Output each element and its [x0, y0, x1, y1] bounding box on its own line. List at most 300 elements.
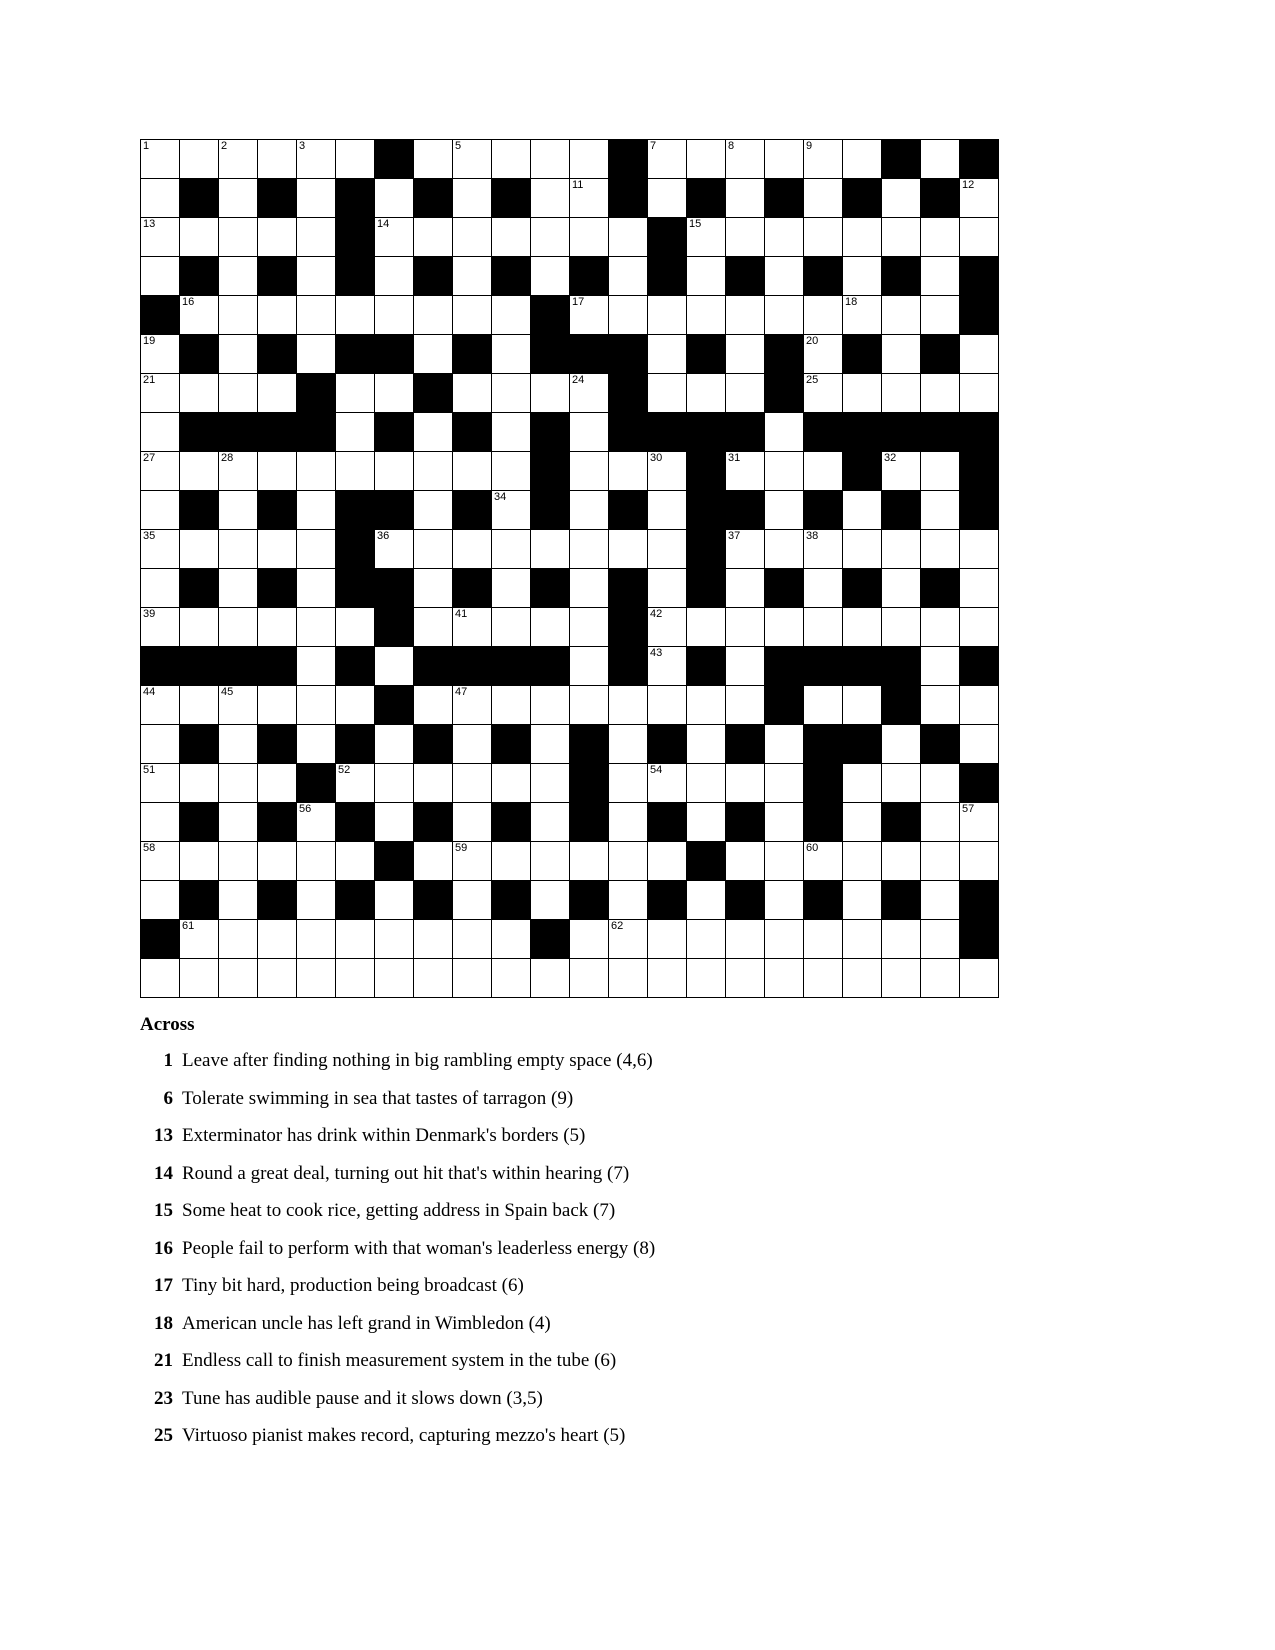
- grid-cell[interactable]: [414, 959, 453, 998]
- grid-cell[interactable]: [219, 803, 258, 842]
- grid-cell[interactable]: [219, 764, 258, 803]
- grid-cell[interactable]: [453, 803, 492, 842]
- grid-cell[interactable]: [492, 374, 531, 413]
- grid-cell[interactable]: [648, 959, 687, 998]
- clue-item[interactable]: [140, 1163, 1040, 1185]
- grid-cell[interactable]: [219, 140, 258, 179]
- grid-cell[interactable]: [609, 725, 648, 764]
- grid-cell[interactable]: [414, 608, 453, 647]
- grid-cell[interactable]: [258, 374, 297, 413]
- grid-cell[interactable]: [570, 920, 609, 959]
- grid-cell[interactable]: [726, 296, 765, 335]
- grid-cell[interactable]: [258, 296, 297, 335]
- grid-cell[interactable]: [570, 842, 609, 881]
- grid-cell[interactable]: [414, 218, 453, 257]
- crossword-table[interactable]: [140, 139, 999, 998]
- grid-cell[interactable]: [765, 296, 804, 335]
- grid-cell[interactable]: [297, 881, 336, 920]
- grid-cell[interactable]: [882, 920, 921, 959]
- grid-cell[interactable]: [492, 452, 531, 491]
- grid-cell[interactable]: [882, 218, 921, 257]
- grid-cell[interactable]: [570, 218, 609, 257]
- grid-cell[interactable]: [882, 608, 921, 647]
- grid-cell[interactable]: [297, 140, 336, 179]
- grid-cell[interactable]: [648, 842, 687, 881]
- grid-cell[interactable]: [843, 218, 882, 257]
- grid-cell[interactable]: [921, 803, 960, 842]
- grid-cell[interactable]: [960, 608, 999, 647]
- grid-cell[interactable]: [765, 764, 804, 803]
- grid-cell[interactable]: [765, 530, 804, 569]
- grid-cell[interactable]: [882, 530, 921, 569]
- grid-cell[interactable]: [375, 296, 414, 335]
- grid-cell[interactable]: [141, 764, 180, 803]
- grid-cell[interactable]: [336, 296, 375, 335]
- grid-cell[interactable]: [570, 608, 609, 647]
- grid-cell[interactable]: [531, 257, 570, 296]
- grid-cell[interactable]: [687, 803, 726, 842]
- grid-cell[interactable]: [648, 374, 687, 413]
- grid-cell[interactable]: [531, 881, 570, 920]
- grid-cell[interactable]: [453, 725, 492, 764]
- grid-cell[interactable]: [297, 608, 336, 647]
- grid-cell[interactable]: [726, 647, 765, 686]
- grid-cell[interactable]: [921, 140, 960, 179]
- grid-cell[interactable]: [960, 686, 999, 725]
- grid-cell[interactable]: [843, 140, 882, 179]
- grid-cell[interactable]: [648, 920, 687, 959]
- grid-cell[interactable]: [843, 374, 882, 413]
- grid-cell[interactable]: [882, 725, 921, 764]
- grid-cell[interactable]: [531, 842, 570, 881]
- grid-cell[interactable]: [297, 569, 336, 608]
- grid-cell[interactable]: [648, 530, 687, 569]
- grid-cell[interactable]: [219, 491, 258, 530]
- grid-cell[interactable]: [180, 842, 219, 881]
- grid-cell[interactable]: [765, 608, 804, 647]
- grid-cell[interactable]: [921, 842, 960, 881]
- grid-cell[interactable]: [219, 374, 258, 413]
- grid-cell[interactable]: [648, 179, 687, 218]
- grid-cell[interactable]: [726, 530, 765, 569]
- grid-cell[interactable]: [492, 569, 531, 608]
- grid-cell[interactable]: [609, 920, 648, 959]
- grid-cell[interactable]: [258, 218, 297, 257]
- grid-cell[interactable]: [375, 452, 414, 491]
- grid-cell[interactable]: [648, 452, 687, 491]
- grid-cell[interactable]: [960, 959, 999, 998]
- grid-cell[interactable]: [609, 803, 648, 842]
- grid-cell[interactable]: [609, 257, 648, 296]
- grid-cell[interactable]: [297, 920, 336, 959]
- grid-cell[interactable]: [531, 608, 570, 647]
- grid-cell[interactable]: [141, 452, 180, 491]
- grid-cell[interactable]: [453, 296, 492, 335]
- grid-cell[interactable]: [180, 374, 219, 413]
- grid-cell[interactable]: [180, 296, 219, 335]
- grid-cell[interactable]: [687, 920, 726, 959]
- grid-cell[interactable]: [141, 140, 180, 179]
- grid-cell[interactable]: [414, 491, 453, 530]
- grid-cell[interactable]: [648, 608, 687, 647]
- grid-cell[interactable]: [453, 374, 492, 413]
- grid-cell[interactable]: [648, 569, 687, 608]
- grid-cell[interactable]: [219, 530, 258, 569]
- grid-cell[interactable]: [570, 452, 609, 491]
- grid-cell[interactable]: [297, 491, 336, 530]
- grid-cell[interactable]: [453, 881, 492, 920]
- grid-cell[interactable]: [687, 257, 726, 296]
- grid-cell[interactable]: [531, 725, 570, 764]
- grid-cell[interactable]: [531, 803, 570, 842]
- grid-cell[interactable]: [882, 296, 921, 335]
- grid-cell[interactable]: [843, 257, 882, 296]
- grid-cell[interactable]: [687, 608, 726, 647]
- grid-cell[interactable]: [375, 725, 414, 764]
- grid-cell[interactable]: [180, 920, 219, 959]
- grid-cell[interactable]: [531, 140, 570, 179]
- grid-cell[interactable]: [843, 920, 882, 959]
- grid-cell[interactable]: [219, 842, 258, 881]
- grid-cell[interactable]: [180, 530, 219, 569]
- grid-cell[interactable]: [921, 959, 960, 998]
- grid-cell[interactable]: [804, 335, 843, 374]
- grid-cell[interactable]: [297, 179, 336, 218]
- grid-cell[interactable]: [921, 608, 960, 647]
- grid-cell[interactable]: [492, 491, 531, 530]
- grid-cell[interactable]: [882, 569, 921, 608]
- grid-cell[interactable]: [921, 452, 960, 491]
- crossword-grid[interactable]: [140, 139, 999, 998]
- grid-cell[interactable]: [687, 881, 726, 920]
- grid-cell[interactable]: [687, 374, 726, 413]
- grid-cell[interactable]: [726, 686, 765, 725]
- grid-cell[interactable]: [219, 686, 258, 725]
- grid-cell[interactable]: [297, 335, 336, 374]
- grid-cell[interactable]: [141, 218, 180, 257]
- grid-cell[interactable]: [492, 140, 531, 179]
- grid-cell[interactable]: [219, 296, 258, 335]
- grid-cell[interactable]: [531, 959, 570, 998]
- grid-cell[interactable]: [531, 764, 570, 803]
- grid-cell[interactable]: [492, 530, 531, 569]
- grid-cell[interactable]: [336, 959, 375, 998]
- clue-item[interactable]: [140, 1200, 1040, 1222]
- grid-cell[interactable]: [570, 413, 609, 452]
- grid-cell[interactable]: [765, 725, 804, 764]
- grid-cell[interactable]: [804, 608, 843, 647]
- grid-cell[interactable]: [375, 881, 414, 920]
- grid-cell[interactable]: [843, 530, 882, 569]
- clue-item[interactable]: [140, 1425, 1040, 1447]
- grid-cell[interactable]: [297, 296, 336, 335]
- grid-cell[interactable]: [414, 686, 453, 725]
- grid-cell[interactable]: [570, 530, 609, 569]
- grid-cell[interactable]: [141, 491, 180, 530]
- grid-cell[interactable]: [726, 452, 765, 491]
- grid-cell[interactable]: [570, 569, 609, 608]
- grid-cell[interactable]: [141, 725, 180, 764]
- grid-cell[interactable]: [336, 920, 375, 959]
- grid-cell[interactable]: [531, 218, 570, 257]
- grid-cell[interactable]: [843, 608, 882, 647]
- grid-cell[interactable]: [492, 920, 531, 959]
- grid-cell[interactable]: [960, 218, 999, 257]
- grid-cell[interactable]: [492, 959, 531, 998]
- grid-cell[interactable]: [453, 608, 492, 647]
- grid-cell[interactable]: [687, 764, 726, 803]
- grid-cell[interactable]: [609, 530, 648, 569]
- grid-cell[interactable]: [765, 491, 804, 530]
- grid-cell[interactable]: [453, 686, 492, 725]
- grid-cell[interactable]: [609, 959, 648, 998]
- grid-cell[interactable]: [297, 803, 336, 842]
- grid-cell[interactable]: [570, 491, 609, 530]
- grid-cell[interactable]: [765, 803, 804, 842]
- grid-cell[interactable]: [726, 920, 765, 959]
- grid-cell[interactable]: [843, 842, 882, 881]
- grid-cell[interactable]: [414, 569, 453, 608]
- grid-cell[interactable]: [141, 959, 180, 998]
- grid-cell[interactable]: [297, 530, 336, 569]
- grid-cell[interactable]: [492, 686, 531, 725]
- grid-cell[interactable]: [414, 413, 453, 452]
- grid-cell[interactable]: [609, 764, 648, 803]
- grid-cell[interactable]: [375, 920, 414, 959]
- grid-cell[interactable]: [921, 920, 960, 959]
- grid-cell[interactable]: [804, 179, 843, 218]
- grid-cell[interactable]: [492, 764, 531, 803]
- grid-cell[interactable]: [453, 842, 492, 881]
- grid-cell[interactable]: [882, 179, 921, 218]
- grid-cell[interactable]: [219, 920, 258, 959]
- grid-cell[interactable]: [375, 647, 414, 686]
- grid-cell[interactable]: [648, 764, 687, 803]
- grid-cell[interactable]: [336, 413, 375, 452]
- grid-cell[interactable]: [804, 530, 843, 569]
- grid-cell[interactable]: [804, 374, 843, 413]
- grid-cell[interactable]: [141, 179, 180, 218]
- clue-item[interactable]: [140, 1050, 1040, 1072]
- grid-cell[interactable]: [726, 140, 765, 179]
- grid-cell[interactable]: [414, 335, 453, 374]
- grid-cell[interactable]: [219, 218, 258, 257]
- grid-cell[interactable]: [414, 296, 453, 335]
- grid-cell[interactable]: [297, 959, 336, 998]
- grid-cell[interactable]: [687, 140, 726, 179]
- grid-cell[interactable]: [765, 881, 804, 920]
- grid-cell[interactable]: [570, 179, 609, 218]
- grid-cell[interactable]: [180, 686, 219, 725]
- grid-cell[interactable]: [297, 257, 336, 296]
- grid-cell[interactable]: [297, 686, 336, 725]
- grid-cell[interactable]: [960, 335, 999, 374]
- grid-cell[interactable]: [453, 764, 492, 803]
- grid-cell[interactable]: [297, 452, 336, 491]
- grid-cell[interactable]: [765, 413, 804, 452]
- grid-cell[interactable]: [219, 452, 258, 491]
- grid-cell[interactable]: [531, 179, 570, 218]
- grid-cell[interactable]: [141, 257, 180, 296]
- clue-item[interactable]: [140, 1238, 1040, 1260]
- grid-cell[interactable]: [414, 920, 453, 959]
- grid-cell[interactable]: [570, 647, 609, 686]
- grid-cell[interactable]: [765, 218, 804, 257]
- grid-cell[interactable]: [375, 764, 414, 803]
- grid-cell[interactable]: [570, 374, 609, 413]
- grid-cell[interactable]: [375, 179, 414, 218]
- grid-cell[interactable]: [726, 374, 765, 413]
- clue-item[interactable]: [140, 1388, 1040, 1410]
- grid-cell[interactable]: [219, 335, 258, 374]
- grid-cell[interactable]: [180, 959, 219, 998]
- grid-cell[interactable]: [648, 491, 687, 530]
- grid-cell[interactable]: [453, 530, 492, 569]
- grid-cell[interactable]: [726, 335, 765, 374]
- grid-cell[interactable]: [570, 296, 609, 335]
- grid-cell[interactable]: [258, 686, 297, 725]
- grid-cell[interactable]: [258, 959, 297, 998]
- grid-cell[interactable]: [726, 569, 765, 608]
- grid-cell[interactable]: [414, 452, 453, 491]
- grid-cell[interactable]: [531, 686, 570, 725]
- grid-cell[interactable]: [765, 452, 804, 491]
- grid-cell[interactable]: [765, 257, 804, 296]
- clue-item[interactable]: [140, 1088, 1040, 1110]
- grid-cell[interactable]: [375, 530, 414, 569]
- grid-cell[interactable]: [609, 881, 648, 920]
- grid-cell[interactable]: [453, 920, 492, 959]
- grid-cell[interactable]: [804, 959, 843, 998]
- grid-cell[interactable]: [453, 179, 492, 218]
- grid-cell[interactable]: [336, 842, 375, 881]
- grid-cell[interactable]: [804, 569, 843, 608]
- grid-cell[interactable]: [297, 647, 336, 686]
- grid-cell[interactable]: [492, 608, 531, 647]
- grid-cell[interactable]: [882, 374, 921, 413]
- grid-cell[interactable]: [726, 959, 765, 998]
- grid-cell[interactable]: [258, 920, 297, 959]
- grid-cell[interactable]: [336, 764, 375, 803]
- clue-item[interactable]: [140, 1275, 1040, 1297]
- grid-cell[interactable]: [648, 296, 687, 335]
- grid-cell[interactable]: [687, 959, 726, 998]
- grid-cell[interactable]: [921, 374, 960, 413]
- grid-cell[interactable]: [258, 140, 297, 179]
- grid-cell[interactable]: [375, 257, 414, 296]
- grid-cell[interactable]: [336, 686, 375, 725]
- grid-cell[interactable]: [180, 218, 219, 257]
- grid-cell[interactable]: [960, 569, 999, 608]
- grid-cell[interactable]: [375, 218, 414, 257]
- grid-cell[interactable]: [336, 608, 375, 647]
- grid-cell[interactable]: [141, 842, 180, 881]
- grid-cell[interactable]: [297, 725, 336, 764]
- clue-item[interactable]: [140, 1125, 1040, 1147]
- grid-cell[interactable]: [921, 881, 960, 920]
- grid-cell[interactable]: [258, 608, 297, 647]
- grid-cell[interactable]: [180, 764, 219, 803]
- grid-cell[interactable]: [180, 452, 219, 491]
- grid-cell[interactable]: [492, 842, 531, 881]
- grid-cell[interactable]: [258, 764, 297, 803]
- grid-cell[interactable]: [882, 842, 921, 881]
- grid-cell[interactable]: [453, 140, 492, 179]
- grid-cell[interactable]: [804, 920, 843, 959]
- grid-cell[interactable]: [219, 959, 258, 998]
- grid-cell[interactable]: [414, 530, 453, 569]
- grid-cell[interactable]: [804, 452, 843, 491]
- grid-cell[interactable]: [804, 842, 843, 881]
- grid-cell[interactable]: [219, 725, 258, 764]
- grid-cell[interactable]: [570, 140, 609, 179]
- grid-cell[interactable]: [843, 764, 882, 803]
- grid-cell[interactable]: [648, 647, 687, 686]
- grid-cell[interactable]: [141, 569, 180, 608]
- grid-cell[interactable]: [687, 725, 726, 764]
- grid-cell[interactable]: [492, 296, 531, 335]
- grid-cell[interactable]: [141, 374, 180, 413]
- grid-cell[interactable]: [960, 374, 999, 413]
- grid-cell[interactable]: [609, 686, 648, 725]
- grid-cell[interactable]: [492, 218, 531, 257]
- grid-cell[interactable]: [804, 140, 843, 179]
- clue-item[interactable]: [140, 1313, 1040, 1335]
- grid-cell[interactable]: [804, 296, 843, 335]
- grid-cell[interactable]: [258, 842, 297, 881]
- grid-cell[interactable]: [804, 218, 843, 257]
- grid-cell[interactable]: [375, 959, 414, 998]
- grid-cell[interactable]: [960, 179, 999, 218]
- grid-cell[interactable]: [414, 140, 453, 179]
- grid-cell[interactable]: [219, 569, 258, 608]
- grid-cell[interactable]: [843, 686, 882, 725]
- grid-cell[interactable]: [726, 764, 765, 803]
- grid-cell[interactable]: [804, 686, 843, 725]
- grid-cell[interactable]: [843, 959, 882, 998]
- grid-cell[interactable]: [336, 452, 375, 491]
- grid-cell[interactable]: [258, 530, 297, 569]
- grid-cell[interactable]: [687, 686, 726, 725]
- grid-cell[interactable]: [687, 218, 726, 257]
- grid-cell[interactable]: [141, 686, 180, 725]
- grid-cell[interactable]: [492, 335, 531, 374]
- grid-cell[interactable]: [141, 803, 180, 842]
- grid-cell[interactable]: [414, 764, 453, 803]
- grid-cell[interactable]: [570, 686, 609, 725]
- grid-cell[interactable]: [843, 491, 882, 530]
- grid-cell[interactable]: [336, 374, 375, 413]
- grid-cell[interactable]: [531, 374, 570, 413]
- grid-cell[interactable]: [960, 842, 999, 881]
- grid-cell[interactable]: [141, 608, 180, 647]
- grid-cell[interactable]: [843, 881, 882, 920]
- grid-cell[interactable]: [492, 413, 531, 452]
- grid-cell[interactable]: [882, 452, 921, 491]
- grid-cell[interactable]: [765, 842, 804, 881]
- grid-cell[interactable]: [960, 530, 999, 569]
- grid-cell[interactable]: [453, 257, 492, 296]
- grid-cell[interactable]: [531, 530, 570, 569]
- grid-cell[interactable]: [843, 296, 882, 335]
- grid-cell[interactable]: [219, 179, 258, 218]
- grid-cell[interactable]: [375, 803, 414, 842]
- grid-cell[interactable]: [921, 764, 960, 803]
- grid-cell[interactable]: [687, 296, 726, 335]
- grid-cell[interactable]: [141, 530, 180, 569]
- grid-cell[interactable]: [570, 959, 609, 998]
- grid-cell[interactable]: [882, 335, 921, 374]
